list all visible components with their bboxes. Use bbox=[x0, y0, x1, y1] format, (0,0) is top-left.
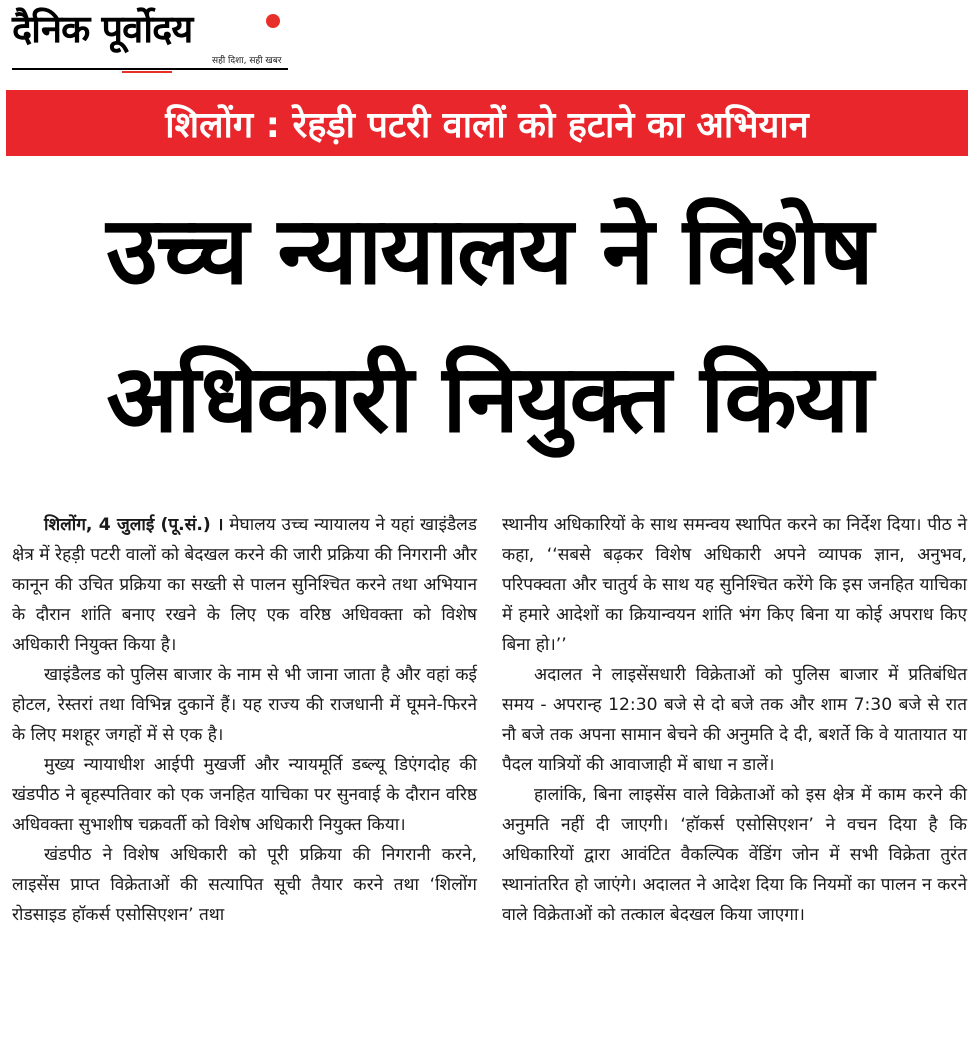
dateline: शिलोंग, 4 जुलाई (पू.सं.) । bbox=[44, 515, 224, 535]
masthead-rule-mark bbox=[122, 71, 172, 73]
article-column-left bbox=[12, 510, 477, 930]
article-paragraph: खंडपीठ ने विशेष अधिकारी को पूरी प्रक्रिया की निगरानी करने, लाइसेंस प्राप्त विक्रेताओं की सत्यापित सूची तैयार करने तथा ‘शिलोंग रोडसाइड हॉकर्स एसोसिएशन’ तथा bbox=[12, 845, 477, 925]
article-paragraph: हालांकि, बिना लाइसेंस वाले विक्रेताओं को इस क्षेत्र में काम करने की अनुमति नहीं दी जाएगी। ‘हॉकर्स एसोसिएशन’ ने वचन दिया है कि अधिकारियों द्वारा आवंटित वैकल्पिक वेंडिंग जोन में सभी विक्रेता तुरंत स्थानांतरित हो जाएंगे। अदालत ने आदेश दिया कि नियमों का पालन न करने वाले विक्रेताओं को तत्काल बेदखल किया जाएगा। bbox=[502, 785, 967, 925]
masthead-dot-icon bbox=[266, 14, 280, 28]
kicker-banner bbox=[6, 90, 968, 156]
article-paragraph: अदालत ने लाइसेंसधारी विक्रेताओं को पुलिस बाजार में प्रतिबंधित समय - अपरान्ह 12:30 बजे से दो बजे तक और शाम 7:30 बजे से रात नौ बजे तक अपना सामान बेचने की अनुमति दे दी, बशर्ते कि वे यातायात या पैदल यात्रियों की आवाजाही में बाधा न डालें। bbox=[502, 665, 967, 775]
masthead bbox=[12, 6, 288, 72]
article-column-right bbox=[502, 510, 967, 930]
article-body bbox=[12, 510, 970, 1034]
headline bbox=[10, 178, 968, 474]
masthead-rule bbox=[12, 68, 288, 70]
masthead-logo: दैनिक पूर्वोदय bbox=[12, 7, 193, 51]
masthead-tagline: सही दिशा, सही खबर bbox=[212, 56, 282, 66]
paragraph-text: मेघालय उच्च न्यायालय ने यहां खाइंडैलड क्षेत्र में रेहड़ी पटरी वालों को बेदखल करने की जारी प्रक्रिया की निगरानी और कानून की उचित प्रक्रिया का सख्ती से पालन सुनिश्चित करने तथा अभियान के दौरान शांति बनाए रखने के लिए एक वरिष्ठ अधिवक्ता को विशेष अधिकारी नियुक्त किया है। bbox=[12, 515, 477, 655]
article-paragraph bbox=[12, 510, 477, 660]
article-paragraph: मुख्य न्यायाधीश आईपी मुखर्जी और न्यायमूर्ति डब्ल्यू डिएंगदोह की खंडपीठ ने बृहस्पतिवार को एक जनहित याचिका पर सुनवाई के दौरान वरिष्ठ अधिवक्ता सुभाशीष चक्रवर्ती को विशेष अधिकारी नियुक्त किया। bbox=[12, 755, 477, 835]
headline-line-2: अधिकारी नियुक्त किया bbox=[106, 345, 872, 454]
kicker-text: शिलोंग : रेहड़ी पटरी वालों को हटाने का अभियान bbox=[165, 104, 809, 146]
article-paragraph-continued: स्थानीय अधिकारियों के साथ समन्वय स्थापित करने का निर्देश दिया। पीठ ने कहा, ‘‘सबसे बढ़कर विशेष अधिकारी अपने व्यापक ज्ञान, अनुभव, परिपक्वता और चातुर्य के साथ यह सुनिश्चित करेंगे कि इस जनहित याचिका में हमारे आदेशों का क्रियान्वयन शांति भंग किए बिना या कोई अपराध किए बिना हो।’’ bbox=[502, 515, 967, 655]
headline-line-1: उच्च न्यायालय ने विशेष bbox=[106, 197, 872, 306]
article-paragraph: खाइंडैलड को पुलिस बाजार के नाम से भी जाना जाता है और वहां कई होटल, रेस्तरां तथा विभिन्न दुकानें हैं। यह राज्य की राजधानी में घूमने-फिरने के लिए मशहूर जगहों में से एक है। bbox=[12, 665, 477, 745]
